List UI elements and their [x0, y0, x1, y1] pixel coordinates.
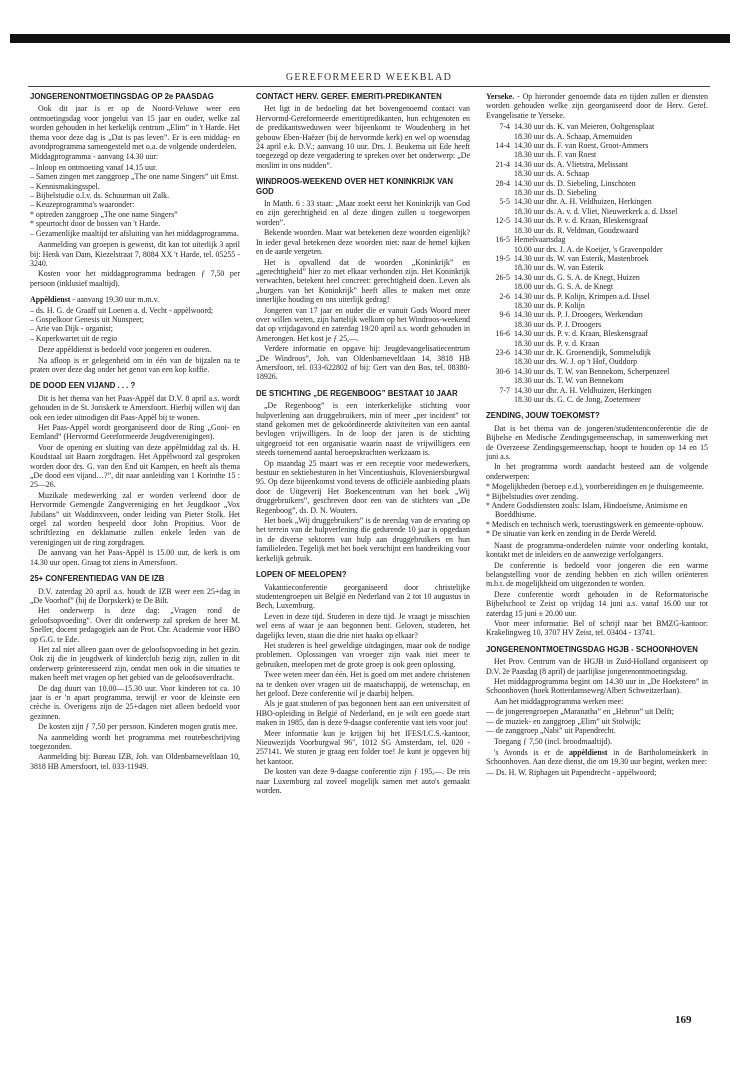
schedule-row	[486, 160, 708, 169]
list-item: – Arie van Dijk - organist;	[30, 324, 113, 334]
schedule-entry: 14.30 uur ds. A. Vlietstra, Melissant	[514, 159, 629, 169]
schedule-date: 12-5	[495, 216, 510, 226]
article-jongerenontmoetingsdag	[30, 92, 240, 288]
list-item: – Bijbelstudie o.l.v. ds. Schuurman uit Zalk.	[30, 191, 170, 201]
paragraph: In Matth. 6 : 33 staat: „Maar zoekt eerst het Koninkrijk van God en zijn gerechtigheid en al deze dingen zullen u toegeworpen worden”.	[256, 199, 470, 227]
service-schedule	[486, 122, 708, 404]
schedule-row	[486, 376, 708, 385]
paragraph: Deze appèldienst is bedoeld voor jongeren en ouderen.	[38, 345, 212, 355]
article-title: 25+ CONFERENTIEDAG VAN DE IZB	[30, 574, 165, 584]
paragraph: De conferentie is bedoeld voor jongeren die een warme belangstelling voor de zending hebben en zich willen oriënteren m.b.t. de mogelijkheid om uitgezonden te worden.	[486, 560, 708, 589]
paragraph: Verdere informatie en opgave bij: Jeugdevangelisatiecentrum „De Windroos”, Joh. van Oldenbarneveltlaan 14, 3818 HB Amersfoort, tel. 033-622802 of bij: Gert van den Bos, tel. 08380-18926.	[256, 344, 470, 382]
schedule-entry: Hemelvaartsdag	[514, 235, 566, 245]
schedule-entry: 18.30 uur ds. P. J. Droogers	[514, 319, 602, 329]
paragraph	[486, 92, 708, 120]
paragraph: Middagprogramma - aanvang 14.30 uur:	[30, 152, 159, 162]
paragraph: Na afloop is er gelegenheid om in één van de bijzalen na te praten over deze dag onder het genot van een kop koffie.	[30, 355, 240, 374]
paragraph: Aanmelding bij: Bureau IZB, Joh. van Oldenbarneveltlaan 10, 3818 HB Amersfoort, tel. 033-11949.	[30, 752, 240, 771]
schedule-date	[486, 132, 514, 141]
page-number: 169	[675, 1014, 692, 1026]
paragraph: Aan het middagprogramma werken mee:	[494, 696, 624, 706]
schedule-entry: 18.30 uur ds. D. Siebeling	[514, 188, 597, 198]
schedule-row	[486, 216, 708, 225]
paragraph: Het ligt in de bedoeling dat het bovengenoemd contact van Hervormd-Gereformeerde emeritipredikanten, hun echtgenoten en de predikantsweduwen weer bijeenkomt te Woudenberg in het gebouw Eben-Haëzer (bij de hervormde kerk) en wel op woensdag 24 april e.k. D.V.; aanvang 10 uur. Drs. J. Beukema uit Ede heeft toegezegd op deze vergadering te spreken over het onderwerp: „De moslim in ons midden”.	[256, 104, 470, 170]
article-appeldienst	[30, 295, 240, 374]
list-item: – ds. H. G. de Graaff uit Loenen a. d. Vecht - appèlwoord;	[30, 305, 214, 315]
schedule-entry: 10.00 uur drs. J. A. de Koeijer, 's Gravenpolder	[514, 244, 663, 254]
inline-text: in de Bartholomeüskerk in Schoonhoven. Aan deze dienst, die om 19.30 uur begint, werken mee:	[486, 747, 708, 767]
schedule-row	[486, 273, 708, 282]
list-item: * De situatie van kerk en zending in de Derde Wereld.	[486, 529, 657, 539]
paragraph	[30, 295, 240, 304]
inline-text: - aanvang 19.30 uur m.m.v.	[70, 295, 160, 305]
paragraph: Dat is het thema van de jongeren/studentenconferentie die de Bijbelse en Medische Zendingsgemeenschap, in samenwerking met de Overzeese Zendingsgemeenschap, hoopt te houden op 14 en 15 juni a.s.	[486, 423, 708, 462]
schedule-row	[486, 150, 708, 159]
schedule-row	[486, 188, 708, 197]
schedule-date	[486, 188, 514, 197]
schedule-entry: 14.30 uur ds. P. Kolijn, Krimpen a.d. IJssel	[514, 291, 650, 301]
schedule-date: 7-4	[499, 122, 510, 132]
article-windroos-weekend	[256, 177, 470, 382]
schedule-row	[486, 207, 708, 216]
article-title: LOPEN OF MEELOPEN?	[256, 570, 347, 580]
schedule-entry: 18.00 uur ds. G. S. A. de Knegt	[514, 282, 614, 292]
paragraph: Het onderwerp is deze dag: „Vragen rond de geloofsopvoeding”. Over dit onderwerp zal spreken de heer M. Sneller, docent pedagogiek aan de Prot. Chr. Academie voor HBO op G.G. te Ede.	[30, 606, 240, 644]
schedule-row	[486, 226, 708, 235]
inline-label: appèldienst	[568, 747, 608, 757]
schedule-entry: 18.30 uur ds. A. Schaap	[514, 169, 590, 179]
paragraph: In het programma wordt aandacht besteed aan de volgende onderwerpen:	[486, 462, 708, 481]
article-title: WINDROOS-WEEKEND OVER HET KONINKRIJK VAN GOD	[256, 177, 453, 196]
paragraph: Meer informatie kun je krijgen bij het IFES/I.C.S.-kantoor, Nieuwezijds Voorburgwal 96", 1012 SG Amsterdam, tel. 020 - 257141. We sturen je graag een folder toe! Je kunt je opgeven bij het kantoor.	[256, 728, 470, 766]
schedule-entry: 18.30 uur ds. A. Schaap, Arnemuiden	[514, 131, 633, 141]
column-3	[486, 92, 708, 982]
article-title: DE STICHTING „DE REGENBOOG” BESTAAT 10 JAAR	[256, 388, 458, 398]
list-item: – Keuzeprogramma's waaronder:	[30, 200, 135, 210]
paragraph: De kosten van deze 9-daagse conferentie zijn ƒ 195,—. De reis naar Luxemburg zal zoveel mogelijk samen met auto's gemaakt worden.	[256, 767, 470, 796]
article-title: DE DOOD EEN VIJAND . . . ?	[30, 381, 136, 391]
list-item: * optreden zanggroep „The one name Singers”	[30, 209, 178, 219]
schedule-row	[486, 254, 708, 263]
schedule-entry: 18.30 uur ds. P. Kolijn	[514, 300, 585, 310]
schedule-row	[486, 197, 708, 206]
group-list	[486, 707, 708, 735]
schedule-entry: 14.30 uur ds. F. van Roest, Groot-Ammers	[514, 141, 649, 151]
schedule-entry: 14.30 uur ds. W. van Esterik, Mastenbroek	[514, 253, 649, 263]
article-emeriti-predikanten	[256, 92, 470, 170]
paragraph: Ook dit jaar is er op de Noord-Veluwe weer een ontmoetingsdag voor jongelui van 15 jaar en ouder, welke zal worden gehouden in het kerkelijk centrum „Elim” in 't Harde. Het thema voor deze dag is „Dat is pas leven”. Er is een middag- en avondprogramma samengesteld met o.a. de volgende onderdelen.	[30, 104, 240, 152]
schedule-entry: 18.30 uur ds. P. v. d. Kraan	[514, 338, 600, 348]
schedule-date: 16-5	[495, 235, 510, 245]
schedule-row	[486, 395, 708, 404]
paragraph: Twee weten meer dan één. Het is goed om met andere christenen na te denken over vragen uit de maatschappij, de wetenschap, en het geloof. Deze conferentie wil je daarbij helpen.	[256, 670, 470, 698]
schedule-entry: 18.30 uur ds. W. van Esterik	[514, 263, 604, 273]
paragraph: Het middagprogramma begint om 14.30 uur in „De Hoeksteen” in Schoonhoven (hoek Rotterdamseweg/Albert Schweitzerlaan).	[486, 676, 708, 696]
list-item: – Koperkwartet uit de regio	[30, 333, 118, 343]
list-item: * speurtocht door de bossen van 't Harde.	[30, 219, 161, 229]
schedule-row	[486, 320, 708, 329]
paragraph: De kosten zijn ƒ 7,50 per persoon. Kinderen mogen gratis mee.	[38, 722, 238, 732]
topic-list	[486, 482, 708, 538]
paragraph: Leven in deze tijd. Studeren in deze tijd. Je vraagt je misschien wel eens af waar je aan begonnen bent. Geloven, studeren, het dagelijks leven, staan die drie niet haaks op elkaar?	[256, 611, 470, 640]
schedule-row	[486, 292, 708, 301]
schedule-date	[486, 301, 514, 310]
schedule-row	[486, 339, 708, 348]
list-item: — de zanggroep „Nabi” uit Papendrecht.	[486, 726, 616, 735]
schedule-entry: 14.30 uur ds. P. v. d. Kraan, Bleskensgraaf	[514, 216, 648, 226]
schedule-date: 26-5	[495, 272, 510, 282]
list-item: — de muziek- en zanggroep „Elim” uit Stolwijk;	[486, 716, 641, 726]
schedule-entry: 14.30 uur ds. D. Siebeling, Linschoten	[514, 178, 636, 188]
paragraph: Muzikale medewerking zal er worden verleend door de Hervormde Gemengde Zangvereniging en het Jeugdkoor „Vox Jubilans” uit Waddinxveen, onder leiding van Pieter Stolk. Het orgel zal worden bespeeld door John Propitius. Voor de schriftlezing en deklamatie zullen enkele leden van de verenigingen uit de ring zorgdragen.	[30, 490, 240, 547]
schedule-entry: 14.30 uur dr. K. Groenendijk, Sommelsdijk	[514, 347, 651, 357]
schedule-row	[486, 245, 708, 254]
schedule-row	[486, 179, 708, 188]
article-title: JONGERENONTMOETINGSDAG HGJB - SCHOONHOVEN	[486, 644, 698, 654]
schedule-date: 9-6	[499, 310, 510, 320]
schedule-date	[486, 263, 514, 272]
schedule-entry: 18.30 uur ds. A. v. d. Vliet, Nieuwerkerk a. d. IJssel	[514, 206, 678, 216]
inline-label: Yerseke.	[486, 92, 515, 101]
inline-label: Appèldienst	[30, 295, 71, 305]
schedule-row	[486, 169, 708, 178]
schedule-entry: 14.30 uur ds. G. S. A. de Knegt, Huizen	[514, 272, 640, 282]
participant-list	[30, 306, 240, 344]
schedule-entry: 14.30 uur ds. K. van Meieren, Ooltgensplaat	[514, 122, 655, 132]
list-item: * Mogelijkheden (beroep e.d.), voorbereidingen en je thuisgemeente.	[486, 482, 705, 492]
inline-text: - Op hieronder genoemde data en tijden zullen er diensten worden gehouden welke zijn georganiseerd door de Herv. Geref. Evangelisatie te Yerseke.	[486, 92, 708, 120]
paragraph: Bekende woorden. Maar wat betekenen deze woorden eigenlijk? In ieder geval betekenen deze woorden niet: naar de hemel kijken en de aarde vergeten.	[256, 228, 470, 257]
schedule-entry: 14.30 uur ds. P. v. d. Kraan, Bleskensgraaf	[514, 329, 648, 339]
list-item: * Bijbelstudies over zending.	[486, 491, 579, 501]
article-title: CONTACT HERV. GEREF. EMERITI-PREDIKANTEN	[256, 92, 442, 101]
list-item: — Ds. H. W. Riphagen uit Papendrecht - appèlwoord;	[486, 767, 657, 777]
article-zending-jouw-toekomst	[486, 411, 708, 637]
paragraph: De aanvang van het Paas-Appèl is 15.00 uur, de kerk is om 14.30 uur open. Graag tot ziens in Amersfoort.	[30, 548, 240, 567]
schedule-date	[486, 150, 514, 159]
schedule-date	[486, 320, 514, 329]
schedule-date	[486, 376, 514, 385]
schedule-row	[486, 386, 708, 395]
schedule-date	[486, 169, 514, 178]
top-black-bar	[10, 34, 730, 43]
schedule-row	[486, 357, 708, 366]
schedule-row	[486, 235, 708, 244]
paragraph	[486, 748, 708, 767]
paragraph: Aanmelding van groepen is gewenst, dit kan tot uiterlijk 3 april bij: Henk van Dam, Kiezelstraat 7, 8084 XX 't Harde, tel. 05255 - 3240.	[30, 240, 240, 268]
article-de-dood-een-vijand	[30, 381, 240, 567]
paragraph: Deze conferentie wordt gehouden in de Reformatorische Bijbelschool te Zeist op vrijdag 14 juni a.s. vanaf 16.00 uur tot zaterdag 15 juni ± 20.00 uur.	[486, 589, 708, 618]
paragraph: „De Regenboog” is een interkerkelijke stichting voor hulpverlening aan druggebruikers, min of meer „per incident” tot stand gekomen met de gekoördineerde aktiviteiten van een aantal bevlogen vrijwilligers. In de loop der jaren is de stichting uitgegroeid tot een organisatie waarin naast de vrijwilligers een steeds toenemend aantal beroepskrachten werkzaam is.	[256, 401, 470, 458]
list-item: – Kennismakingsspel.	[30, 181, 100, 191]
schedule-date: 23-6	[495, 347, 510, 357]
schedule-row	[486, 348, 708, 357]
participant-list	[486, 768, 708, 777]
list-item: — de jongerengroepen „Maranatha” en „Hebron” uit Delft;	[486, 707, 674, 717]
list-item: – Inloop en ontmoeting vanaf 14.15 uur.	[30, 162, 158, 172]
paragraph: Toegang ƒ 7,50 (incl. broodmaaltijd).	[494, 737, 612, 747]
schedule-row	[486, 367, 708, 376]
schedule-date: 21-4	[495, 159, 510, 169]
header-rule	[28, 86, 710, 87]
schedule-date	[486, 207, 514, 216]
schedule-date: 5-5	[499, 197, 510, 207]
schedule-date: 28-4	[495, 178, 510, 188]
paragraph: Voor de opening en sluiting van deze appèlmiddag zal ds. H. Koudstaal uit Baarn zorgdragen. Het Appèlwoord zal gesproken worden door drs. G. van den End uit Kampen, en heeft als thema „De dood een vijand…?”, dit naar aanleiding van 1 Korinthe 15 : 25—26.	[30, 442, 240, 490]
paragraph: Het is opvallend dat de woorden „Koninkrijk” en „gerechtigheid” hier zo met elkaar verbonden zijn. Het Koninkrijk verwachten, betekent heel concreet: gerechtigheid doen. Leven als „burgers van het Koninkrijk” heeft alles te maken met onze innerlijke houding en ons uiterlijk gedrag!	[256, 257, 470, 305]
paragraph: Als je gaat studeren of pas begonnen bent aan een universiteit of HBO-opleiding in België of Nederland, en je wilt een goede start maken in 1985, dan is deze 9-daagse conferentie vast iets voor jou!	[256, 699, 470, 728]
schedule-date: 7-7	[499, 385, 510, 395]
paragraph: Het zal niet alleen gaan over de geloofsopvoeding in het gezin. Ook zij die in jeugdwerk of kinderclub bezig zijn, zullen in dit onderwerp geïnteresseerd zijn, omdat men ook in die situaties te maken heeft met vragen op het gebied van de geloofsoverdracht.	[30, 644, 240, 683]
schedule-date	[486, 357, 514, 366]
paragraph: Kosten voor het middagprogramma bedragen ƒ 7,50 per persoon (inklusief maaltijd).	[30, 269, 240, 288]
paragraph: Het boek „Wij druggebruikers” is de neerslag van de ervaring op het terrein van de hulpverlening die gedurende 10 jaar is opgedaan in de diverse sektoren van hulp aan druggebruikers en hun familieleden. Tegelijk met het boek verschijnt een handreiking voor kerkelijk gebruik.	[256, 516, 470, 563]
schedule-date: 30-6	[495, 366, 510, 376]
paragraph: D.V. zaterdag 20 april a.s. houdt de IZB weer een 25+dag in „De Voorhof” (bij de Dorpskerk) te De Bilt.	[30, 586, 240, 605]
paragraph: Voor meer informatie: Bel of schrijf naar het BMZG-kantoor: Krakelingweg 10, 3707 HV Zeist, tel. 03404 - 13741.	[486, 618, 708, 638]
paragraph: Het Prov. Centrum van de HGJB in Zuid-Holland organiseert op D.V. 2e Paasdag (8 april) de jaarlijkse jongerenontmoetingsdag.	[486, 657, 708, 676]
column-2	[256, 92, 470, 982]
schedule-row	[486, 263, 708, 272]
schedule-date	[486, 245, 514, 254]
paragraph: Jongeren van 17 jaar en ouder die er vanuit Gods Woord meer over willen weten, zijn hartelijk welkom op het Windroos-weekend dat op vrijdagavond en zaterdag 19/20 april a.s. wordt gehouden in Amerongen. Het kost je ƒ 25,—.	[256, 305, 470, 343]
schedule-date	[486, 226, 514, 235]
schedule-date: 19-5	[495, 253, 510, 263]
paragraph: Na aanmelding wordt het programma met routebeschrijving toegezonden.	[30, 732, 240, 751]
paragraph: Dit is het thema van het Paas-Appèl dat D.V. 8 april a.s. wordt gehouden in de St. Joriskerk te Amersfoort. Hierbij willen wij dan ook een ieder uitnodigen dit Paas-Appèl bij te wonen.	[30, 393, 240, 422]
schedule-date: 2-6	[499, 291, 510, 301]
paragraph: De dag duurt van 10.00—15.30 uur. Voor kinderen tot ca. 10 jaar is er 'n apart programma, terwijl er voor de kleinste een crèche is. Overigens zijn de 25+dagen niet alleen bedoeld voor gezinnen.	[30, 683, 240, 721]
schedule-date	[486, 395, 514, 404]
paragraph: Vakantieconferentie georganiseerd door christelijke studentengroepen uit België en Nederland van 2 tot 10 augustus in Bech, Luxemburg.	[256, 582, 470, 611]
schedule-entry: 14.30 uur dhr. A. H. Veldhuizen, Herkingen	[514, 197, 652, 207]
schedule-entry: 14.30 uur dhr. A. H. Veldhuizen, Herkingen	[514, 385, 652, 395]
schedule-entry: 18.30 uur drs. W. J. op 't Hof, Ouddorp	[514, 357, 638, 367]
list-item: – Gospelkoor Genesis uit Nunspeet;	[30, 314, 144, 324]
paragraph: Naast de programma-onderdelen ruimte voor onderling kontakt, kontakt met de inleiders en de aanwezige verfolgangers.	[486, 540, 708, 560]
schedule-entry: 14.30 uur ds. P. J. Droogers, Werkendam	[514, 310, 643, 320]
schedule-date: 16-6	[495, 329, 510, 339]
schedule-date	[486, 339, 514, 348]
list-item: * Andere Godsdiensten zoals: Islam, Hindoeïsme, Animisme en Boeddhisme.	[486, 501, 688, 520]
schedule-entry: 18.30 uur ds. R. Veldman, Goudzwaard	[514, 225, 639, 235]
list-item: – Samen zingen met zanggroep „The one name Singers” uit Emst.	[30, 172, 239, 182]
schedule-row	[486, 122, 708, 131]
schedule-row	[486, 141, 708, 150]
masthead: GEREFORMEERD WEEKBLAD	[285, 72, 453, 83]
list-item: – Gezamenlijke maaltijd ter afsluiting van het middagprogramma.	[30, 228, 239, 238]
inline-text: 's Avonds is er de	[494, 747, 569, 757]
schedule-date	[486, 282, 514, 291]
article-izb-conferentiedag	[30, 574, 240, 771]
list-item: * Medisch en technisch werk, toerustingswerk en gemeente-opbouw.	[486, 519, 704, 529]
article-yerseke-diensten	[486, 92, 708, 404]
column-1	[30, 92, 240, 982]
article-lopen-of-meelopen	[256, 570, 470, 795]
schedule-entry: 18.30 uur ds. G. C. de Jong, Zoetermeer	[514, 395, 641, 404]
paragraph: Het studeren is heel geweldige uitdagingen, maar ook de nodige problemen. Oplossingen van vroeger zijn vaak niet meer te gebruiken, meelopen met de grote groep is ook geen oplossing.	[256, 640, 470, 669]
schedule-entry: 18.30 uur ds. T. W. van Bennekom	[514, 376, 624, 386]
schedule-entry: 14.30 uur ds. T. W. van Bennekom, Scherpenzeel	[514, 366, 670, 376]
article-title: JONGERENONTMOETINGSDAG OP 2e PAASDAG	[30, 92, 214, 101]
paragraph: Op maandag 25 maart was er een receptie voor medewerkers, bestuur en sektiebesturen in het Vincentiushuis, Kloveniersburgwal 95. Op deze bijeenkomst vond tevens de officiële aanbieding plaats door de Uitgeverij Het Boekencentrum van het boek „Wij druggebruikers”, geschreven door een van de stichters van „De Regenboog”, ds. D. N. Wouters.	[256, 458, 470, 515]
article-hgjb-schoonhoven	[486, 645, 708, 777]
schedule-row	[486, 132, 708, 141]
program-list	[30, 163, 240, 238]
schedule-row	[486, 310, 708, 319]
schedule-entry: 18.30 uur ds. F. van Roest	[514, 150, 597, 160]
schedule-row	[486, 329, 708, 338]
schedule-date: 14-4	[495, 141, 510, 151]
article-title: ZENDING, JOUW TOEKOMST?	[486, 411, 600, 421]
article-de-regenboog	[256, 389, 470, 563]
paragraph: Het Paas-Appèl wordt georganiseerd door de Ring „Gooi- en Eemland” (Hervormd Gereformeerde Jeugdverenigingen).	[30, 423, 240, 442]
schedule-row	[486, 301, 708, 310]
schedule-row	[486, 282, 708, 291]
